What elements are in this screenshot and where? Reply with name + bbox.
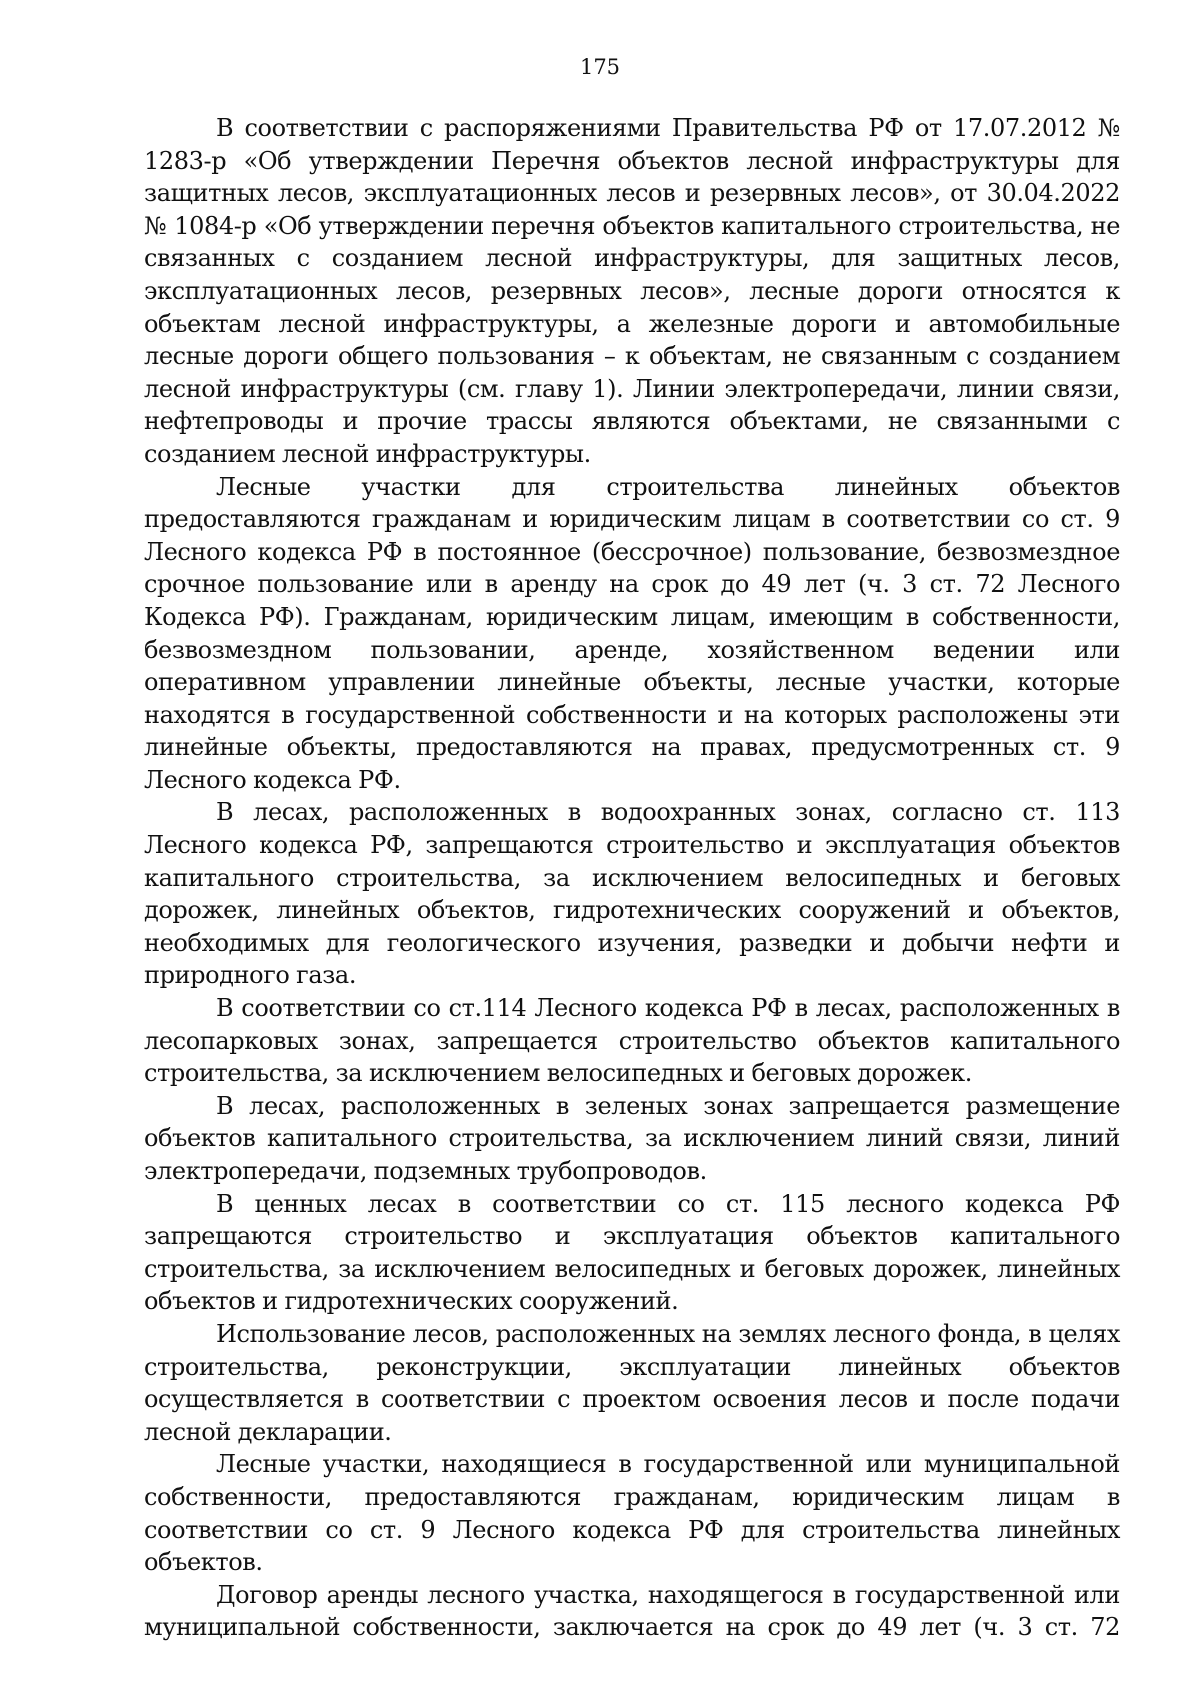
paragraph-9: Договор аренды лесного участка, находящегося в государственной или муниципальной собственности, заключается на срок до 49 лет (ч. 3 ст. 72 <box>144 1580 1120 1642</box>
paragraph-5: В лесах, расположенных в зеленых зонах запрещается размещение объектов капитального строительства, за исключением линий связи, линий электропередачи, подземных трубопроводов. <box>144 1091 1120 1185</box>
paragraph-8: Лесные участки, находящиеся в государственной или муниципальной собственности, предоставляются гражданам, юридическим лицам в соответствии со ст. 9 Лесного кодекса РФ для строительства линейных объектов. <box>144 1450 1120 1577</box>
paragraph-2: Лесные участки для строительства линейных объектов предоставляются гражданам и юридическим лицам в соответствии со ст. 9 Лесного кодекса РФ в постоянное (бессрочное) пользование, безвозмездное срочное пользование или в аренду на срок до 49 лет (ч. 3 ст. 72 Лесного Кодекса РФ). Гражданам, юридическим лицам, имеющим в собственности, безвозмездном пользовании, аренде, хозяйственном ведении или оперативном управлении линейные объекты, лесные участки, которые находятся в государственной собственности и на которых расположены эти линейные объекты, предоставляются на правах, предусмотренных ст. 9 Лесного кодекса РФ. <box>144 472 1120 794</box>
paragraph-6: В ценных лесах в соответствии со ст. 115 лесного кодекса РФ запрещаются строительство и эксплуатация объектов капитального строительства, за исключением велосипедных и беговых дорожек, линейных объектов и гидротехнических сооружений. <box>144 1189 1120 1316</box>
page-number: 175 <box>579 55 621 79</box>
paragraph-1: В соответствии с распоряжениями Правительства РФ от 17.07.2012 № 1283-р «Об утверждении Перечня объектов лесной инфраструктуры для защитных лесов, эксплуатационных лесов и резервных лесов», от 30.04.2022 № 1084-р «Об утверждении перечня объектов капитального строительства, не связанных с созданием лесной инфраструктуры, для защитных лесов, эксплуатационных лесов, резервных лесов», лесные дороги относятся к объектам лесной инфраструктуры, а железные дороги и автомобильные лесные дороги общего пользования – к объектам, не связанным с созданием лесной инфраструктуры (см. главу 1). Линии электропередачи, линии связи, нефтепроводы и прочие трассы являются объектами, не связанными с созданием лесной инфраструктуры. <box>144 114 1120 468</box>
paragraph-7: Использование лесов, расположенных на землях лесного фонда, в целях строительства, реконструкции, эксплуатации линейных объектов осуществляется в соответствии с проектом освоения лесов и после подачи лесной декларации. <box>144 1319 1120 1446</box>
paragraph-3: В лесах, расположенных в водоохранных зонах, согласно ст. 113 Лесного кодекса РФ, запрещаются строительство и эксплуатация объектов капитального строительства, за исключением велосипедных и беговых дорожек, линейных объектов, гидротехнических сооружений и объектов, необходимых для геологического изучения, разведки и добычи нефти и природного газа. <box>144 798 1120 990</box>
paragraph-4: В соответствии со ст.114 Лесного кодекса РФ в лесах, расположенных в лесопарковых зонах, запрещается строительство объектов капитального строительства, за исключением велосипедных и беговых дорожек. <box>144 994 1120 1088</box>
body-text <box>144 112 1120 1644</box>
